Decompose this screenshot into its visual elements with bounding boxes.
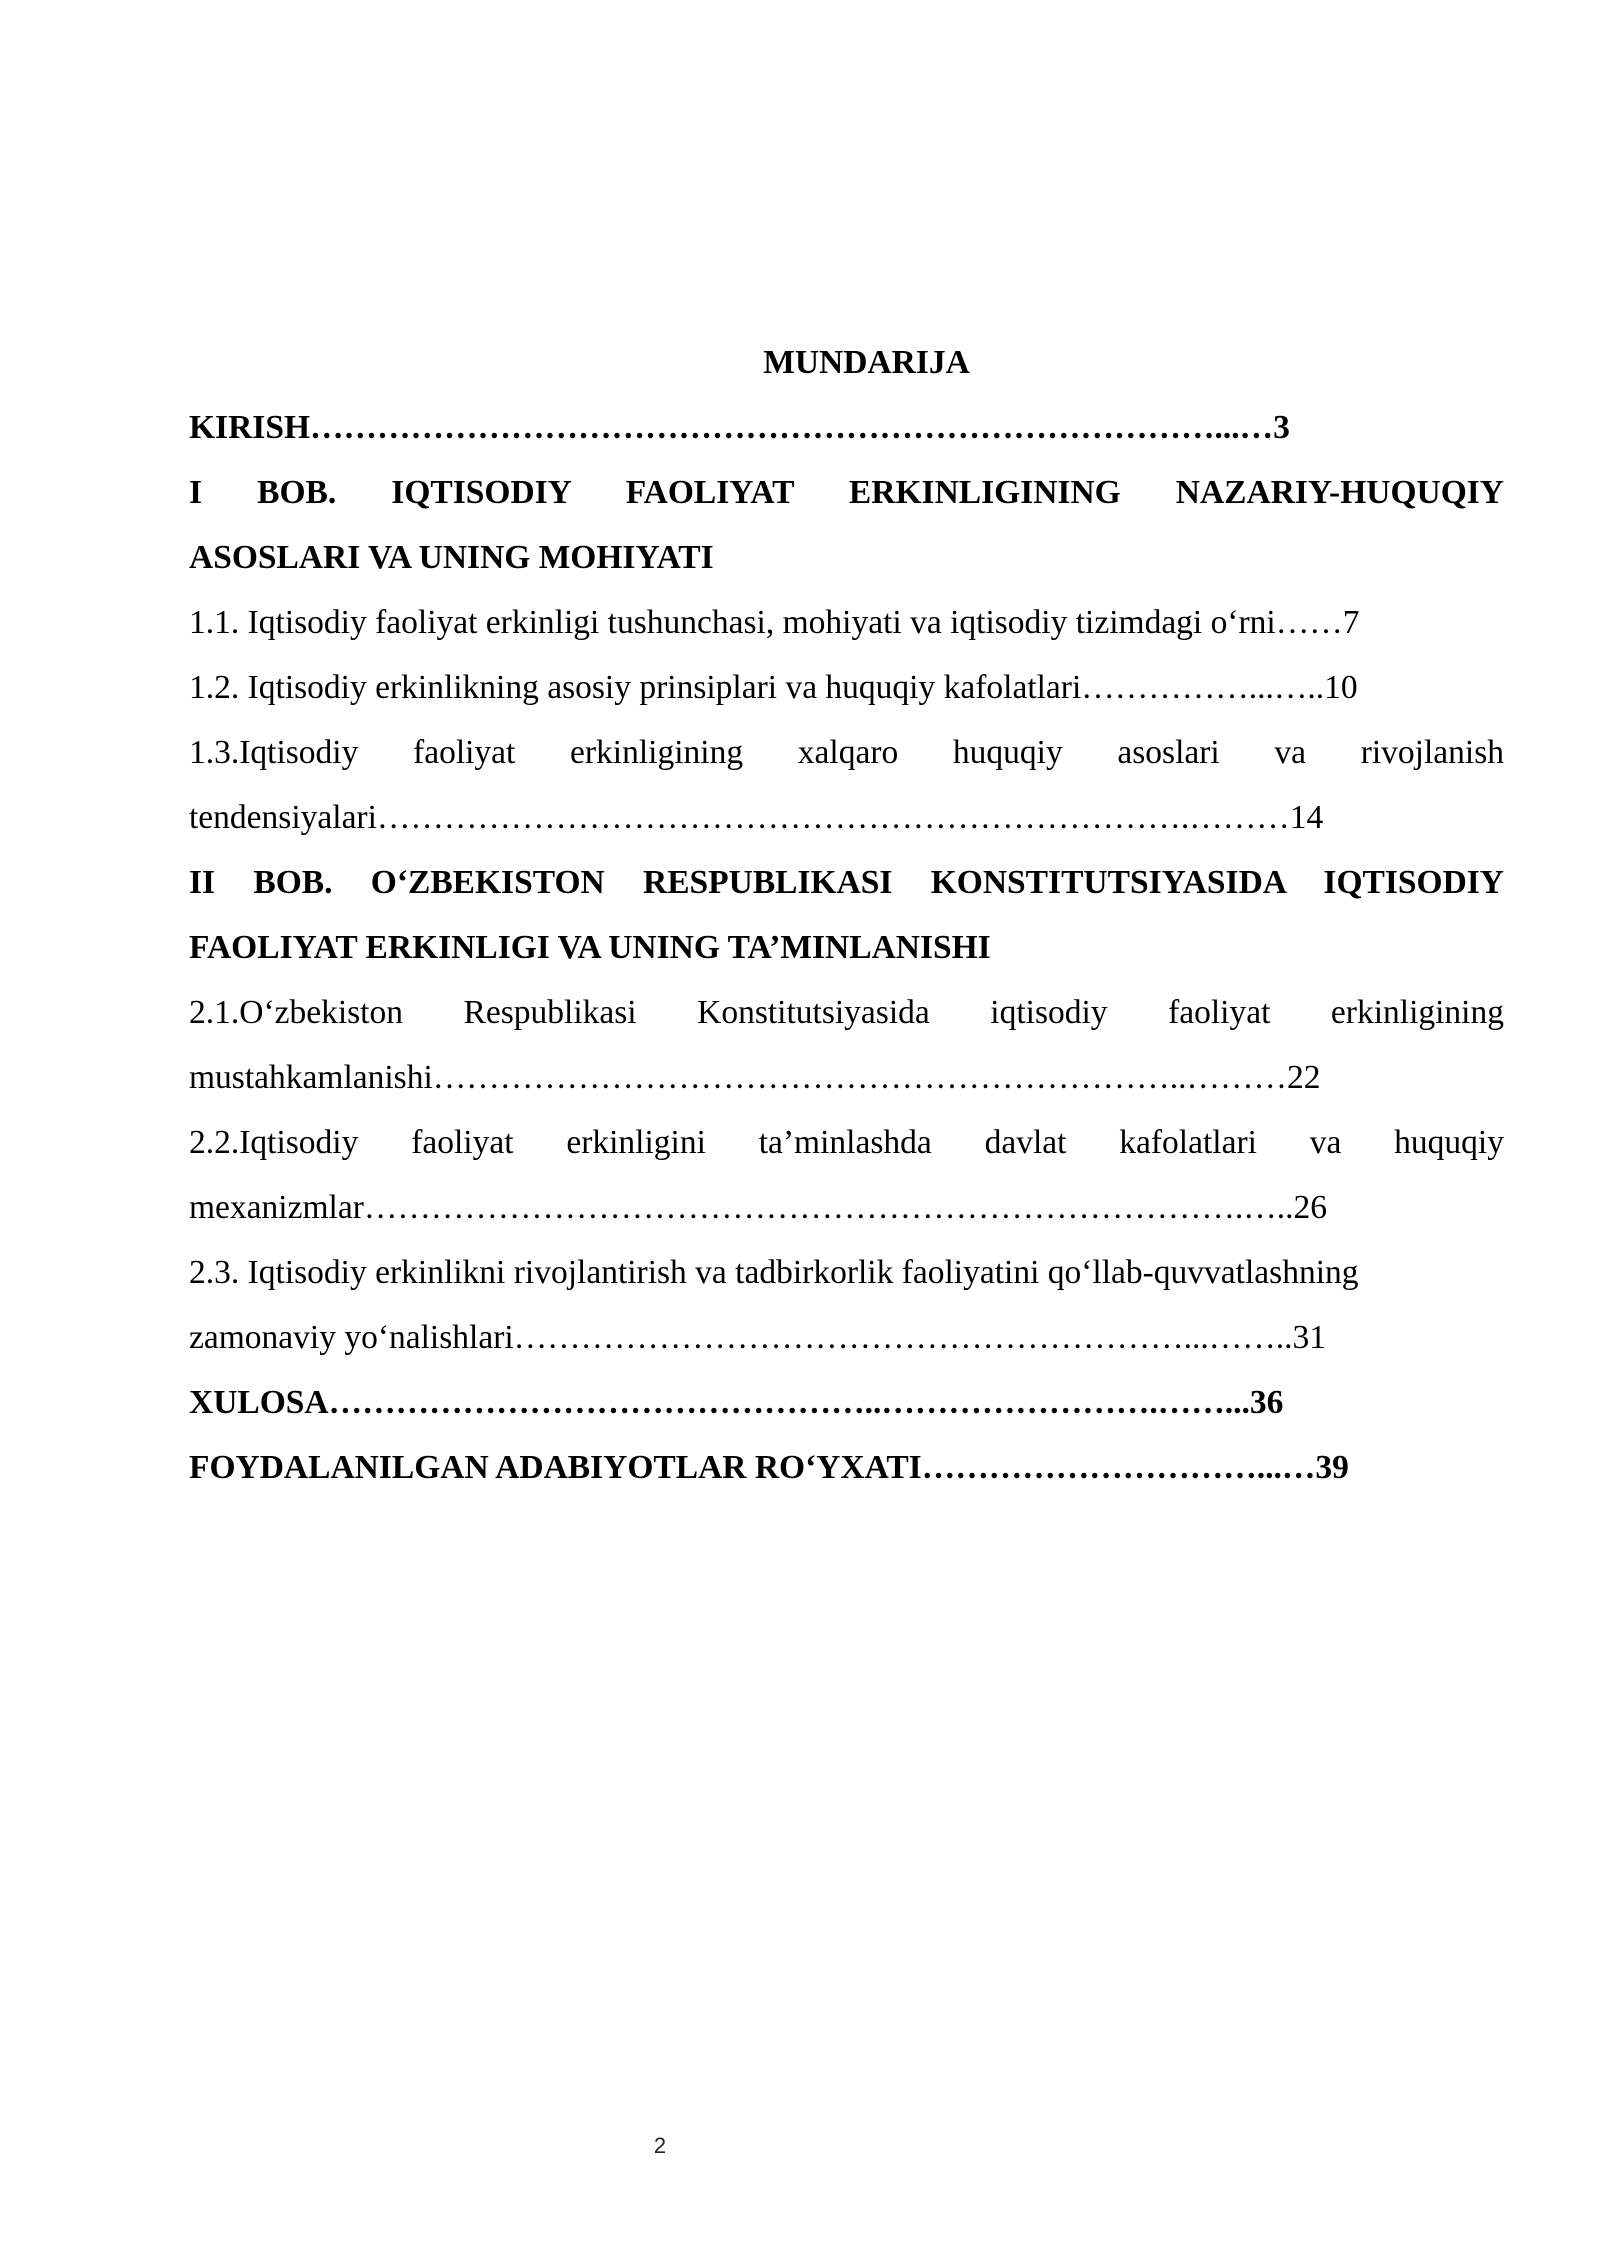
toc-entry-bibliography: FOYDALANILGAN ADABIYOTLAR RO‘YXATI…………………………...…39 bbox=[189, 1449, 1349, 1486]
toc-chapter-2-title: II BOB. O‘ZBEKISTON RESPUBLIKASI KONSTITUTSIYASIDA IQTISODIY bbox=[189, 864, 1504, 901]
toc-entry-introduction: KIRISH………………………………………………………………………...…3 bbox=[189, 409, 1290, 446]
toc-chapter-2-title-continued: FAOLIYAT ERKINLIGI VA UNING TA’MINLANISHI bbox=[189, 929, 991, 966]
page-number: 2 bbox=[653, 2133, 667, 2158]
toc-chapter-1-title: I BOB. IQTISODIY FAOLIYAT ERKINLIGINING NAZARIY-HUQUQIY bbox=[189, 474, 1504, 511]
toc-entry-conclusion: XULOSA…………………………………………..…………………….……...36 bbox=[189, 1384, 1284, 1421]
toc-entry-section-1-3: 1.3.Iqtisodiy faoliyat erkinligining xalqaro huquqiy asoslari va rivojlanish bbox=[189, 734, 1504, 771]
toc-entry-section-2-1: 2.1.O‘zbekiston Respublikasi Konstitutsiyasida iqtisodiy faoliyat erkinligining bbox=[189, 994, 1504, 1031]
toc-entry-section-1-1: 1.1. Iqtisodiy faoliyat erkinligi tushunchasi, mohiyati va iqtisodiy tizimdagi o‘rni……7 bbox=[189, 604, 1360, 641]
toc-chapter-1-title-continued: ASOSLARI VA UNING MOHIYATI bbox=[189, 539, 714, 576]
table-of-contents bbox=[189, 330, 1504, 1500]
toc-title: MUNDARIJA bbox=[763, 344, 970, 381]
toc-entry-section-1-2: 1.2. Iqtisodiy erkinlikning asosiy prinsiplari va huquqiy kafolatlari……………...…..10 bbox=[189, 669, 1358, 706]
toc-entry-section-2-2-continued: mexanizmlar…………………………………………………………………….…..26 bbox=[189, 1189, 1327, 1226]
toc-entry-section-2-2: 2.2.Iqtisodiy faoliyat erkinligini ta’minlashda davlat kafolatlari va huquqiy bbox=[189, 1124, 1504, 1161]
toc-entry-section-2-3-continued: zamonaviy yo‘nalishlari……………………………………………………...……..31 bbox=[189, 1319, 1327, 1356]
toc-entry-section-2-3: 2.3. Iqtisodiy erkinlikni rivojlantirish va tadbirkorlik faoliyatini qo‘llab-quvvatlashning bbox=[189, 1254, 1359, 1291]
toc-entry-section-1-3-continued: tendensiyalari……………………………………………………………….………14 bbox=[189, 799, 1324, 836]
toc-entry-section-2-1-continued: mustahkamlanishi…………………………………………………………..………22 bbox=[189, 1059, 1321, 1096]
